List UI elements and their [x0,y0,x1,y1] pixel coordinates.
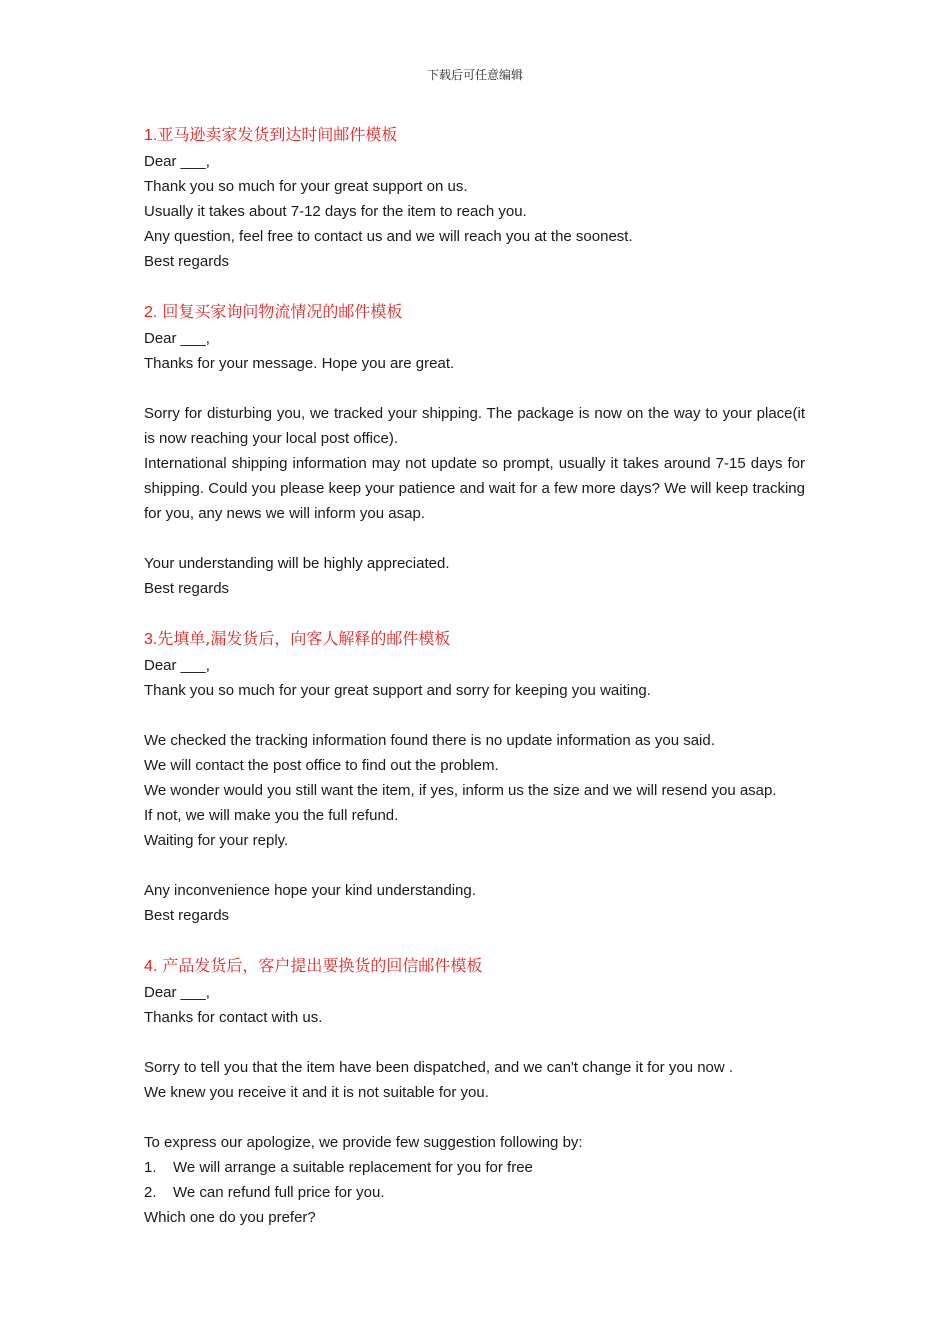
text-line: We checked the tracking information found there is no update information as you said. [144,732,715,749]
section-title [144,953,805,980]
list-item [144,1180,805,1205]
list-number: 1. [144,1159,157,1176]
list-item [144,1155,805,1180]
section-heading: 先填单,漏发货后，向客人解释的邮件模板 [157,629,451,648]
text-line: We knew you receive it and it is not suitable for you. [144,1084,489,1101]
list-number: 2. [144,1184,157,1201]
text-line: We will contact the post office to find out the problem. [144,757,499,774]
greeting: Dear ___, [144,330,210,347]
section-number: 2. [144,304,158,321]
text-line: Dear ___, [144,153,210,170]
text-line: Thanks for your message. Hope you are great. [144,355,455,372]
text-line: Waiting for your reply. [144,832,289,849]
section-heading: 亚马逊卖家发货到达时间邮件模板 [157,125,398,144]
list-text: We can refund full price for you. [173,1184,385,1201]
signoff: Best regards [144,907,230,924]
section-4 [144,953,805,1230]
section-heading: 回复买家询问物流情况的邮件模板 [157,302,403,321]
section-number: 1. [144,127,158,144]
paragraph: Sorry for disturbing you, we tracked your shipping. The package is now on the way to your place(it is now reaching your local post office). [144,405,805,447]
section-number: 4. [144,958,158,975]
section-heading: 产品发货后，客户提出要换货的回信邮件模板 [157,956,483,975]
section-3 [144,626,805,928]
document-body [144,122,805,1230]
text-line: Thank you so much for your great support on us. [144,178,468,195]
text-line: We wonder would you still want the item, if yes, inform us the size and we will resend you asap. [144,782,777,799]
text-line: If not, we will make you the full refund. [144,807,399,824]
section-title [144,299,805,326]
text-line: Sorry to tell you that the item have been dispatched, and we can't change it for you now . [144,1059,734,1076]
text-line: Any inconvenience hope your kind understanding. [144,882,476,899]
text-line: Your understanding will be highly appreciated. [144,555,450,572]
text-line: To express our apologize, we provide few suggestion following by: [144,1134,583,1151]
section-title [144,626,805,653]
list-text: We will arrange a suitable replacement for you for free [173,1159,533,1176]
signoff: Best regards [144,580,230,597]
page-header: 下载后可任意编辑 [426,68,523,82]
text-line: Which one do you prefer? [144,1209,316,1226]
text-line: Thanks for contact with us. [144,1009,323,1026]
section-2 [144,299,805,601]
text-line: Usually it takes about 7-12 days for the item to reach you. [144,203,527,220]
section-1 [144,122,805,274]
greeting: Dear ___, [144,657,210,674]
paragraph: International shipping information may not update so prompt, usually it takes around 7-15 days for shipping. Could you please keep your patience and wait for a few more days? We will keep tracking for you, any news we will inform you asap. [144,455,805,522]
text-line: Any question, feel free to contact us and we will reach you at the soonest. [144,228,633,245]
section-title [144,122,805,149]
section-number: 3. [144,631,158,648]
greeting: Dear ___, [144,984,210,1001]
text-line: Best regards [144,253,230,270]
text-line: Thank you so much for your great support and sorry for keeping you waiting. [144,682,651,699]
